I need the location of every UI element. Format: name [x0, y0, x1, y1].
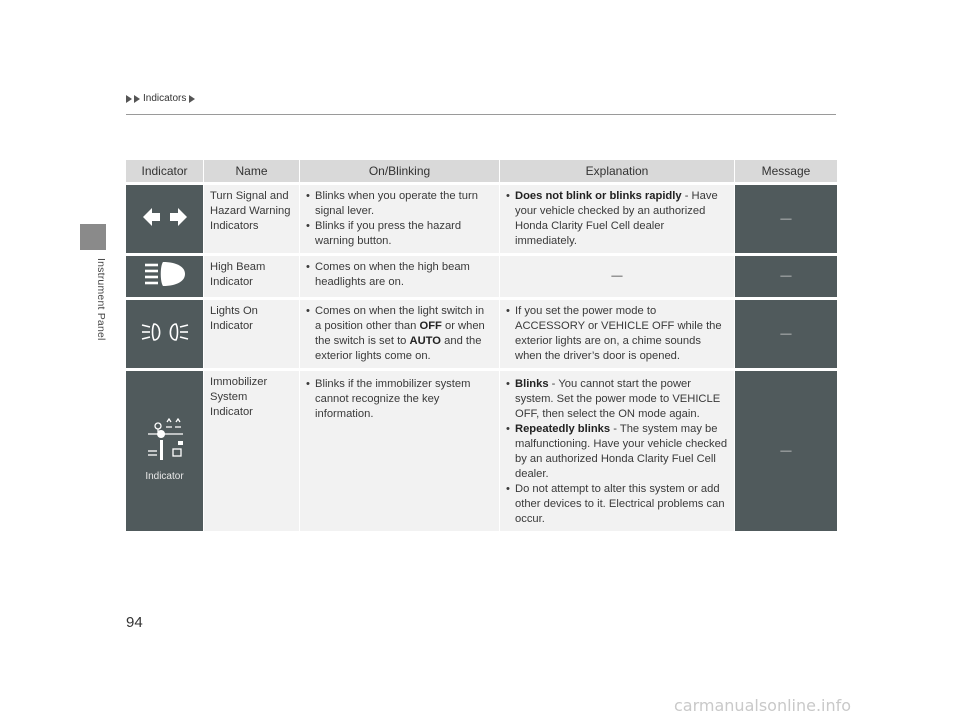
indicator-cell [126, 185, 203, 253]
table-row [126, 256, 837, 297]
table-row [126, 371, 837, 531]
name-cell: Immobilizer System Indicator [203, 371, 299, 531]
explanation-cell [499, 300, 734, 368]
table-row [126, 300, 837, 368]
section-tab [80, 224, 106, 250]
column-header: On/Blinking [299, 160, 499, 182]
indicator-cell [126, 256, 203, 297]
list-item: • Repeatedly blinks - The system may be malfunctioning. Have your vehicle checked by an authorized Honda Clarity Fuel Cell dealer. [506, 422, 728, 482]
column-header: Indicator [126, 160, 203, 182]
section-label: Instrument Panel [95, 258, 107, 341]
message-cell: — [734, 371, 837, 531]
list-item: • Comes on when the light switch in a position other than OFF or when the switch is set to AUTO and the exterior lights come on. [306, 304, 493, 364]
explanation-cell: — [499, 256, 734, 297]
indicator-cell [126, 300, 203, 368]
table-row [126, 185, 837, 253]
explanation-cell [499, 371, 734, 531]
column-header: Explanation [499, 160, 734, 182]
list-item: • Do not attempt to alter this system or add other devices to it. Electrical problems can occur. [506, 482, 728, 527]
list-item: • Does not blink or blinks rapidly - Have your vehicle checked by an authorized Honda Clarity Fuel Cell dealer immediately. [506, 189, 728, 249]
breadcrumb-arrow-icon [126, 95, 132, 103]
message-cell: — [734, 256, 837, 297]
breadcrumb[interactable] [126, 93, 197, 104]
indicator-cell [126, 371, 203, 531]
list-item: • Blinks - You cannot start the power system. Set the power mode to VEHICLE OFF, then select the ON mode again. [506, 377, 728, 422]
on-blinking-cell [299, 256, 499, 297]
on-blinking-cell [299, 300, 499, 368]
message-cell: — [734, 300, 837, 368]
column-header: Message [734, 160, 837, 182]
indicator-caption: Indicator [145, 471, 184, 482]
breadcrumb-label: Indicators [143, 93, 187, 104]
footer-watermark[interactable]: carmanualsonline.info [674, 696, 852, 715]
page-number: 94 [126, 614, 143, 631]
lights-on-icon [141, 320, 189, 344]
on-blinking-cell [299, 185, 499, 253]
explanation-cell [499, 185, 734, 253]
list-item: • If you set the power mode to ACCESSORY or VEHICLE OFF while the exterior lights are on, a chime sounds when the driver’s door is opened. [506, 304, 728, 364]
list-item: • Comes on when the high beam headlights are on. [306, 260, 493, 290]
indicators-table [126, 157, 837, 534]
column-header: Name [203, 160, 299, 182]
list-item: • Blinks if you press the hazard warning button. [306, 219, 493, 249]
name-cell: Turn Signal and Hazard Warning Indicators [203, 185, 299, 253]
table-header-row [126, 160, 837, 182]
list-item: • Blinks if the immobilizer system cannot recognize the key information. [306, 377, 493, 422]
name-cell: Lights On Indicator [203, 300, 299, 368]
turn-signal-arrows-icon [143, 207, 187, 227]
on-blinking-cell [299, 371, 499, 531]
high-beam-icon [143, 260, 187, 288]
message-cell: — [734, 185, 837, 253]
list-item: • Blinks when you operate the turn signal lever. [306, 189, 493, 219]
breadcrumb-arrow-icon [134, 95, 140, 103]
breadcrumb-arrow-icon [189, 95, 195, 103]
header-rule [126, 114, 836, 115]
name-cell: High Beam Indicator [203, 256, 299, 297]
immobilizer-icon [145, 418, 185, 462]
